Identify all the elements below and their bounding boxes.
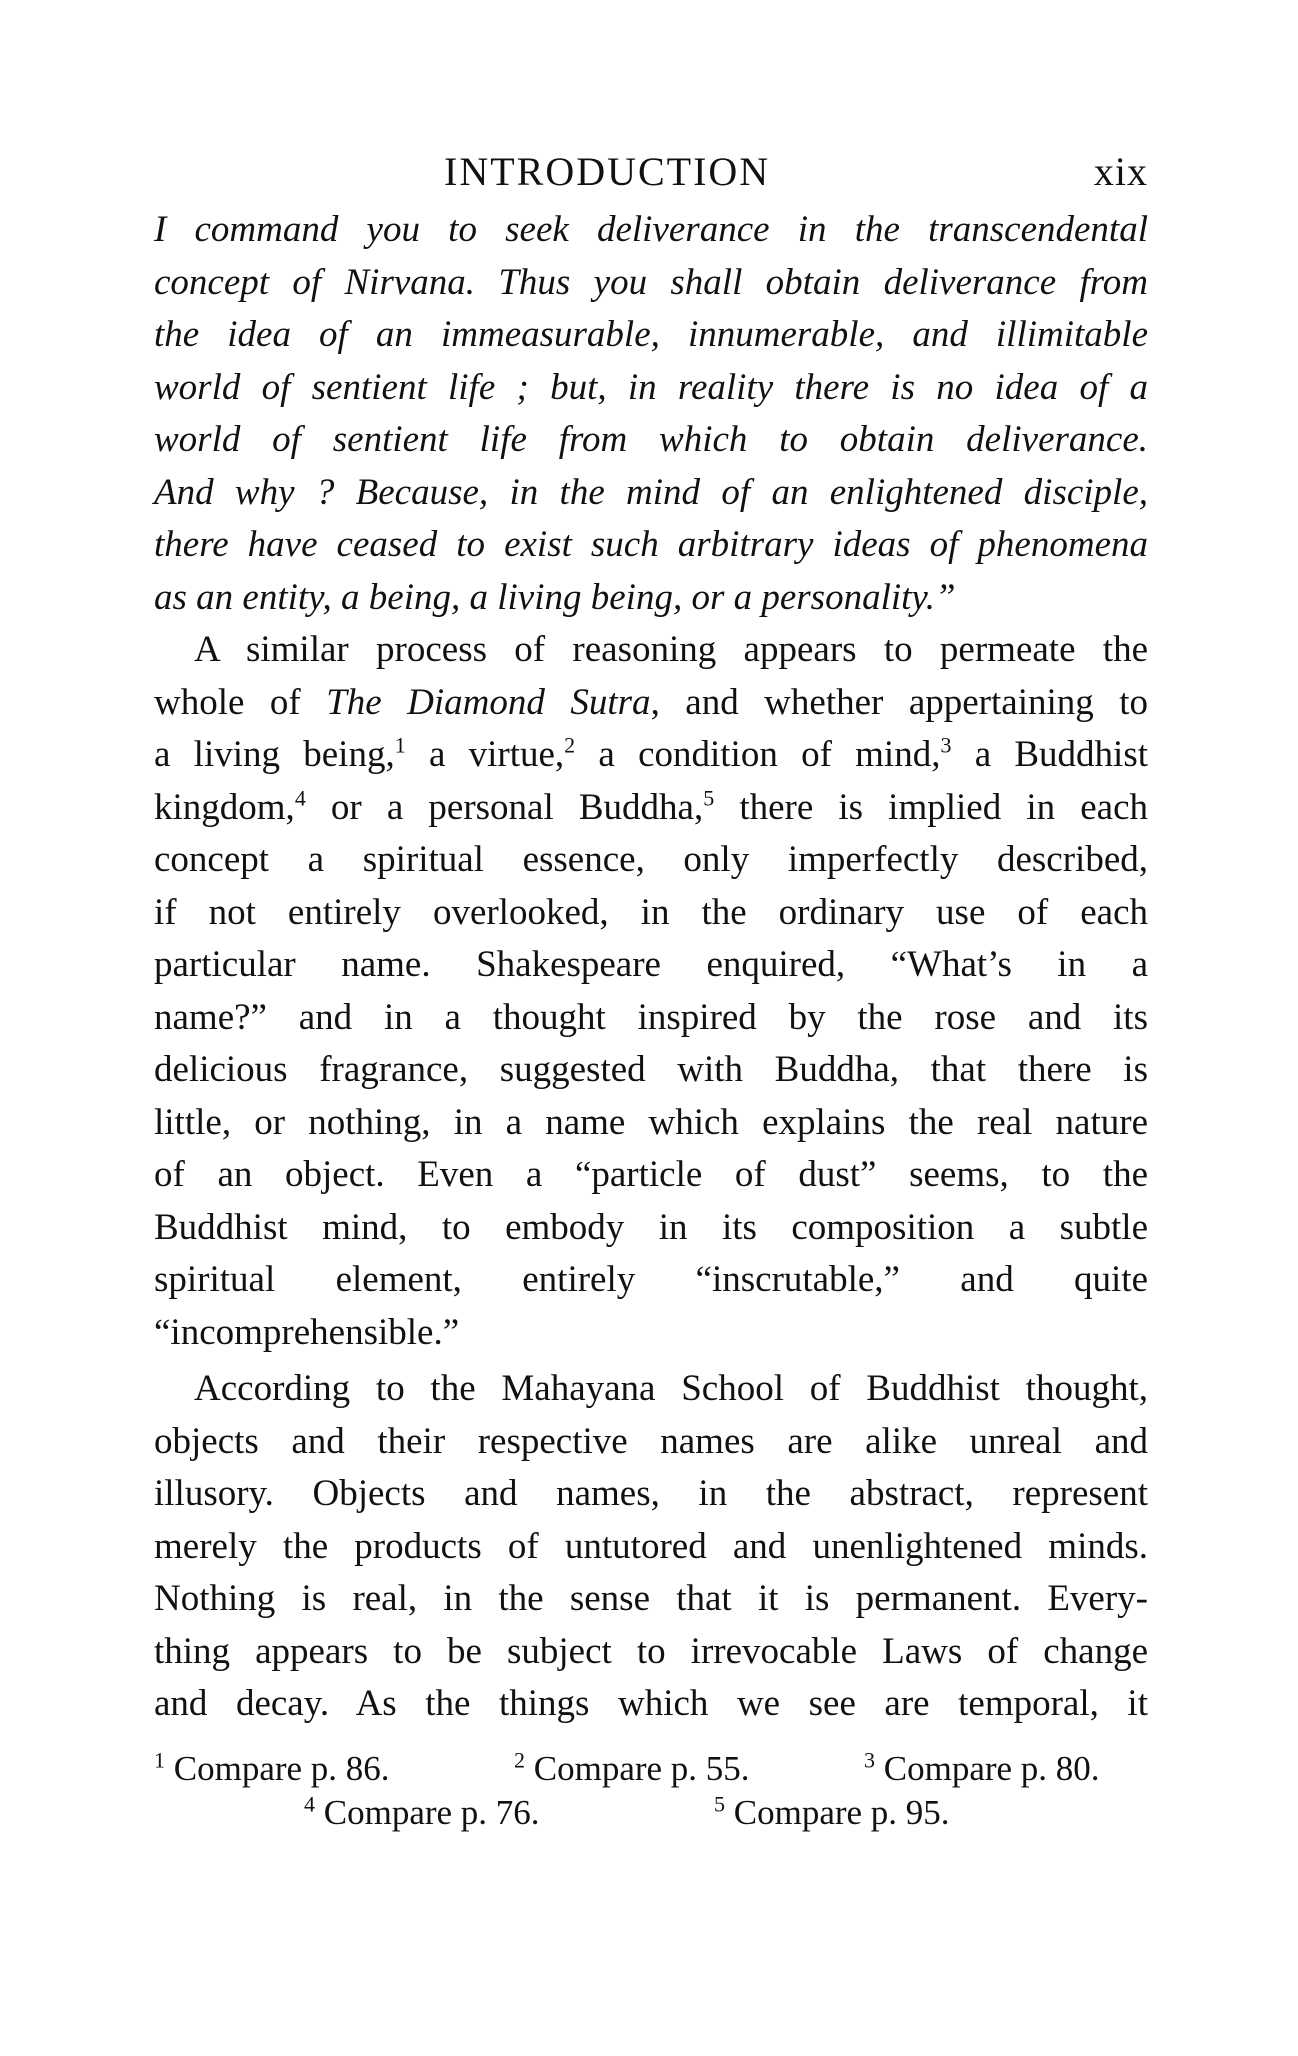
book-page [154, 140, 1148, 1835]
footnote-text: Compare p. 80. [883, 1748, 1100, 1788]
footnote-text: Compare p. 55. [533, 1748, 750, 1788]
text-line: world of sentient life from which to obtain deliverance. [154, 419, 1148, 460]
quoted-passage [154, 204, 1148, 624]
text-line: particular name. Shakespeare enquired, “What’s in a [154, 944, 1148, 985]
text-line: objects and their respective names are alike unreal and [154, 1420, 1148, 1462]
footnote [154, 1747, 514, 1791]
text-line: And why ? Because, in the mind of an enlightened disciple, [154, 471, 1148, 513]
text-line: illusory. Objects and names, in the abstract, represent [154, 1473, 1148, 1514]
text-line: and decay. As the things which we see are temporal, it [154, 1683, 1148, 1724]
footnote-ref[interactable]: 1 [394, 732, 406, 758]
text-line: Nothing is real, in the sense that it is permanent. Every- [154, 1578, 1148, 1619]
work-title: The Diamond Sutra [326, 681, 651, 723]
footnotes [154, 1747, 1148, 1835]
text-line: concept a spiritual essence, only imperfectly described, [154, 839, 1148, 880]
footnote-row [154, 1747, 1148, 1791]
text-line: whole of The Diamond Sutra, and whether appertaining to [154, 681, 1149, 723]
running-header [154, 140, 1148, 204]
text-line: spiritual element, entirely “inscrutable,” and quite [154, 1259, 1148, 1300]
text-line: delicious fragrance, suggested with Buddha, that there is [154, 1049, 1148, 1090]
text-line: concept of Nirvana. Thus you shall obtain deliverance from [154, 261, 1148, 303]
footnote-text: Compare p. 95. [733, 1792, 950, 1832]
footnote-number: 3 [864, 1746, 875, 1772]
paragraph-mahayana [154, 1363, 1148, 1731]
text-line: world of sentient life ; but, in reality there is no idea of a [154, 366, 1148, 408]
text-line: little, or nothing, in a name which explains the real nature [154, 1101, 1148, 1143]
paragraph-reasoning [154, 624, 1148, 1359]
text-line: “incomprehensible.” [154, 1311, 460, 1353]
footnote-number: 2 [514, 1746, 525, 1772]
footnote-number: 4 [304, 1790, 315, 1816]
footnote [514, 1747, 864, 1791]
text-line: if not entirely overlooked, in the ordinary use of each [154, 891, 1148, 933]
text-line: a living being,$^1$ a virtue,$^2$ a condition of mind,$^3$ a Buddhist [154, 732, 1148, 775]
text-line: kingdom,$^4$ or a personal Buddha,$^5$ there is implied in each [154, 785, 1148, 828]
text-line: there have ceased to exist such arbitrary ideas of phenomena [154, 524, 1148, 565]
footnote [864, 1747, 1100, 1791]
footnote-text: Compare p. 76. [323, 1792, 540, 1832]
footnote-number: 5 [714, 1790, 725, 1816]
footnote-ref[interactable]: 3 [940, 732, 952, 758]
footnote-ref[interactable]: 2 [564, 732, 576, 758]
text-line: I command you to seek deliverance in the transcendental [154, 209, 1148, 250]
running-title: INTRODUCTION [444, 149, 771, 194]
text-line: name?” and in a thought inspired by the rose and its [154, 996, 1148, 1038]
footnote-ref[interactable]: 5 [703, 785, 715, 811]
text-line: of an object. Even a “particle of dust” seems, to the [154, 1154, 1148, 1195]
text-line: as an entity, a being, a living being, or a personality.” [154, 576, 956, 618]
page-number: xix [1093, 149, 1148, 194]
footnote-ref[interactable]: 4 [294, 785, 306, 811]
footnote-text: Compare p. 86. [173, 1748, 390, 1788]
text-line: merely the products of untutored and unenlightened minds. [154, 1525, 1148, 1567]
text-line: According to the Mahayana School of Buddhist thought, [194, 1368, 1148, 1409]
footnote [714, 1791, 950, 1835]
text-line: A similar process of reasoning appears to permeate the [194, 629, 1148, 670]
footnote [304, 1791, 714, 1835]
text-line: thing appears to be subject to irrevocable Laws of change [154, 1630, 1148, 1672]
text-line: Buddhist mind, to embody in its composition a subtle [154, 1206, 1148, 1248]
footnote-number: 1 [154, 1746, 165, 1772]
text-line: the idea of an immeasurable, innumerable, and illimitable [154, 314, 1148, 355]
footnote-row [154, 1791, 1148, 1835]
